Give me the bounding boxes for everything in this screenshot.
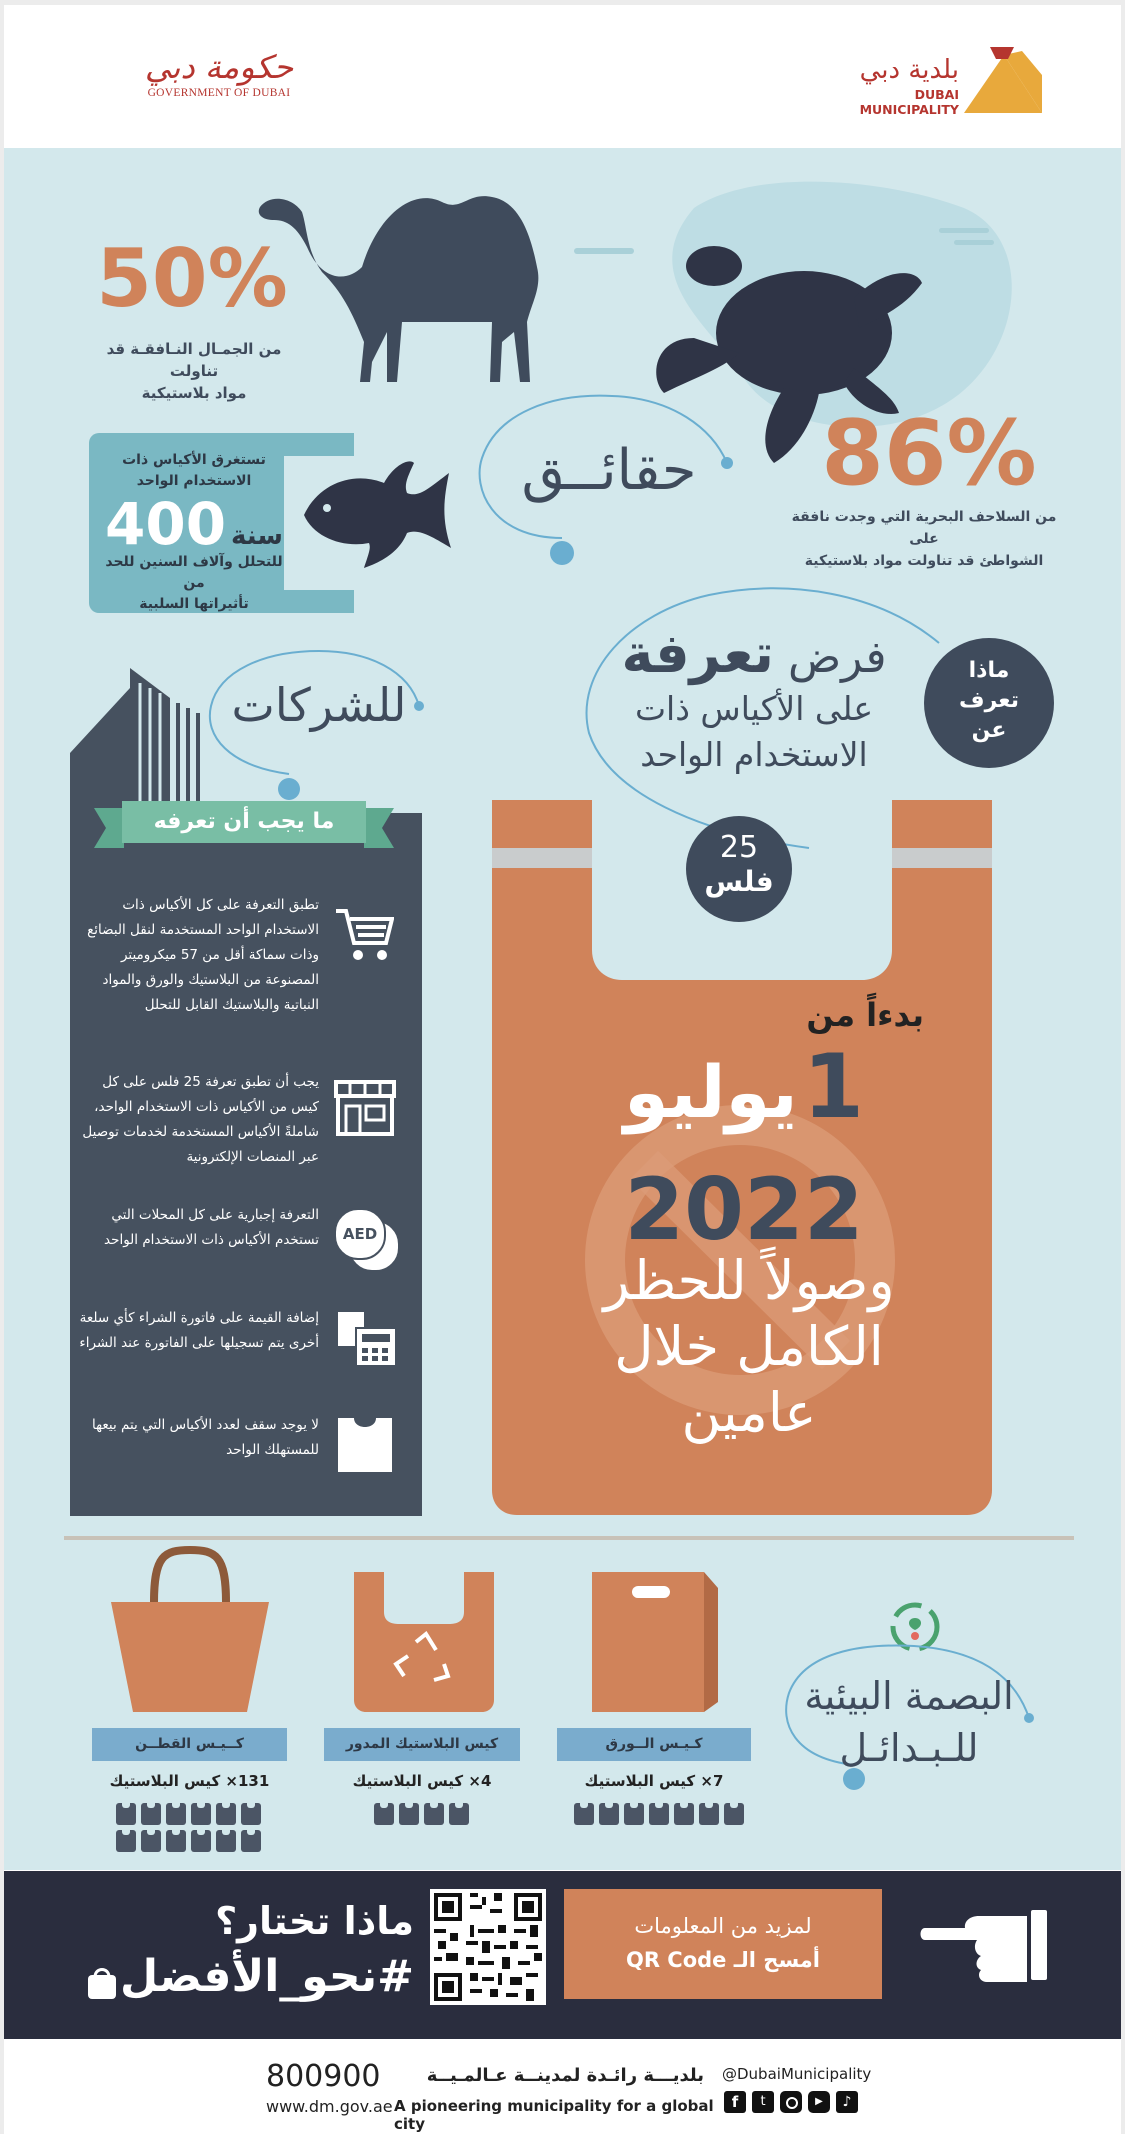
mini-plastic-bag-icon (191, 1803, 211, 1825)
more-info-box: لمزيد من المعلومات أمسح الـ QR Code (564, 1889, 882, 1999)
paper-bag-minis (574, 1803, 754, 1825)
fee-headline-line1: فرض تعرفة (621, 622, 887, 685)
what-to-know-text: ماذا تعرف عن (959, 658, 1019, 743)
mini-plastic-bag-icon (574, 1803, 594, 1825)
paper-bag-count: 7× كيس البلاستيك (584, 1772, 724, 1790)
paper-bag-label: كـيـس الــورق (557, 1728, 751, 1761)
social-icons (724, 2091, 864, 2117)
footer (4, 2039, 1121, 2134)
recycled-bag-minis (374, 1803, 484, 1825)
cotton-bag-icon (109, 1546, 271, 1714)
mini-plastic-bag-icon (674, 1803, 694, 1825)
mini-plastic-bag-icon (116, 1830, 136, 1852)
footer-phone: 800900 (266, 2059, 381, 2094)
facebook-icon[interactable]: f (724, 2091, 746, 2113)
footer-website[interactable]: www.dm.gov.ae (266, 2097, 393, 2116)
what-to-know-badge (924, 638, 1054, 768)
tiktok-icon[interactable]: ♪ (836, 2091, 858, 2113)
paper-bag-icon (592, 1572, 720, 1712)
mini-plastic-bag-icon (141, 1830, 161, 1852)
mini-plastic-bag-icon (624, 1803, 644, 1825)
section-divider (64, 1536, 1074, 1540)
mini-plastic-bag-icon (116, 1803, 136, 1825)
qr-code (430, 1889, 546, 2005)
mini-plastic-bag-icon (449, 1803, 469, 1825)
dubai-municipality-logo: بلدية دبي DUBAI MUNICIPALITY (814, 43, 1044, 118)
bag-icon (336, 1416, 394, 1474)
company-item-4: إضافة القيمة على فاتورة الشراء كأي سلعة أخرى يتم تسجيلها على الفاتورة عند الشراء (79, 1310, 319, 1351)
turtle-percent: 86% (821, 401, 1037, 506)
mini-plastic-bag-icon (399, 1803, 419, 1825)
main-content (4, 148, 1121, 1870)
start-date-day-month: 1 يوليو (623, 1035, 865, 1138)
call-to-action-band (4, 1871, 1121, 2039)
wave-lines-decoration (954, 240, 994, 245)
wave-lines-decoration (939, 228, 989, 233)
mini-plastic-bag-icon (166, 1803, 186, 1825)
instagram-icon[interactable] (780, 2091, 802, 2113)
cotton-bag-label: كــيـس القطــن (92, 1728, 287, 1761)
facts-title: حقائــق (521, 438, 697, 503)
mini-plastic-bag-icon (191, 1830, 211, 1852)
bag-years-text: تستغرق الأكياس ذات الاستخدام الواحد سنة 400 للتحلل وآلاف السنين للحد من تأثيراتها السلبية (94, 450, 294, 615)
turtle-stat-text: من السلاحف البحرية التي وجدت نافقة على الشواطئ قد تناولت مواد بلاستيكية (791, 509, 1057, 569)
shopping-bag-icon (86, 1965, 118, 1999)
youtube-icon[interactable]: ▶ (808, 2091, 830, 2113)
camel-stat-text: من الجمـال النـافقـة قد تناولت مواد بلاستيكية (106, 340, 282, 402)
mini-plastic-bag-icon (216, 1830, 236, 1852)
mini-plastic-bag-icon (424, 1803, 444, 1825)
aed-coin-icon: AED (334, 1208, 400, 1274)
twitter-icon[interactable]: t (752, 2091, 774, 2113)
recycled-plastic-bag-icon (354, 1572, 494, 1712)
mini-plastic-bag-icon (649, 1803, 669, 1825)
mini-plastic-bag-icon (374, 1803, 394, 1825)
government-of-dubai-logo: حكومة دبي GOVERNMENT OF DUBAI (144, 48, 294, 99)
alternatives-title: البصمة البيئية للـبـدائـل (804, 1674, 1014, 1770)
pointing-hand-icon (919, 1906, 1049, 1990)
cta-question: ماذا تختار؟ (215, 1899, 414, 1943)
infographic-page (4, 5, 1121, 2134)
mini-plastic-bag-icon (141, 1803, 161, 1825)
cta-hashtag-row (74, 1951, 414, 2011)
mini-plastic-bag-icon (216, 1803, 236, 1825)
shopping-cart-icon (334, 903, 394, 963)
social-handle[interactable]: @DubaiMunicipality (722, 2065, 872, 2083)
cash-register-icon (334, 1308, 400, 1372)
mini-plastic-bag-icon (166, 1830, 186, 1852)
recycled-bag-count: 4× كيس البلاستيك (352, 1772, 492, 1790)
cta-hashtag: #نحو_الأفضل (120, 1951, 414, 2002)
companies-title: للشركات (231, 678, 407, 732)
ribbon-text: ما يجب أن تعرفه (153, 809, 335, 834)
wave-lines-decoration (574, 248, 634, 254)
company-item-2: يجب أن تطبق تعرفة 25 فلس على كل كيس من الأكياس ذات الاستخدام الواحد، شاملةً الأكياس المستخدمة لخدمات توصيل عبر المنصات الإلكترونية (82, 1074, 319, 1165)
company-item-5: لا يوجد سقف لعدد الأكياس التي يتم بيعها للمستهلك الواحد (92, 1417, 319, 1458)
company-item-3: التعرفة إجبارية على كل المحلات التي تستخدم الأكياس ذات الاستخدام الواحد (104, 1207, 319, 1248)
store-icon (334, 1074, 396, 1136)
start-date-block: بدءاً من 1 يوليو 2022 (564, 993, 924, 1258)
company-item-1: تطبق التعرفة على كل الأكياس ذات الاستخدام الواحد المستخدمة لنقل البضائع وذات سماكة أقل من 57 ميكروميتر المصنوعة من البلاستيك والورق والمواد النباتية والبلاستيك القابل للتحلل (87, 897, 319, 1013)
bag-years-number-row: سنة 400 (105, 490, 283, 558)
mini-plastic-bag-icon (241, 1803, 261, 1825)
qr-code-icon (430, 1889, 546, 2005)
ban-text: وصولاً للحظر الكامل خلال عامين (603, 1249, 895, 1444)
fee-amount-badge: 25 فلس (686, 816, 792, 922)
fish-icon (299, 453, 454, 573)
fee-headline: فرض تعرفة على الأكياس ذات الاستخدام الواحد (604, 626, 904, 778)
footer-slogan-arabic: بلديـــة رائـدة لمدينــة عـالمـيــة (426, 2065, 704, 2086)
cotton-bag-minis (116, 1803, 266, 1852)
mini-plastic-bag-icon (599, 1803, 619, 1825)
mini-plastic-bag-icon (241, 1830, 261, 1852)
mini-plastic-bag-icon (699, 1803, 719, 1825)
footer-slogan-english: A pioneering municipality for a global city (394, 2097, 714, 2133)
header (4, 5, 1121, 148)
dm-logo-mark-icon (962, 45, 1044, 115)
camel-percent: 50% (96, 232, 288, 325)
mini-plastic-bag-icon (724, 1803, 744, 1825)
recycled-bag-label: كيس البلاستيك المدور (324, 1728, 520, 1761)
cotton-bag-count: 131× كيس البلاستيك (109, 1772, 270, 1790)
